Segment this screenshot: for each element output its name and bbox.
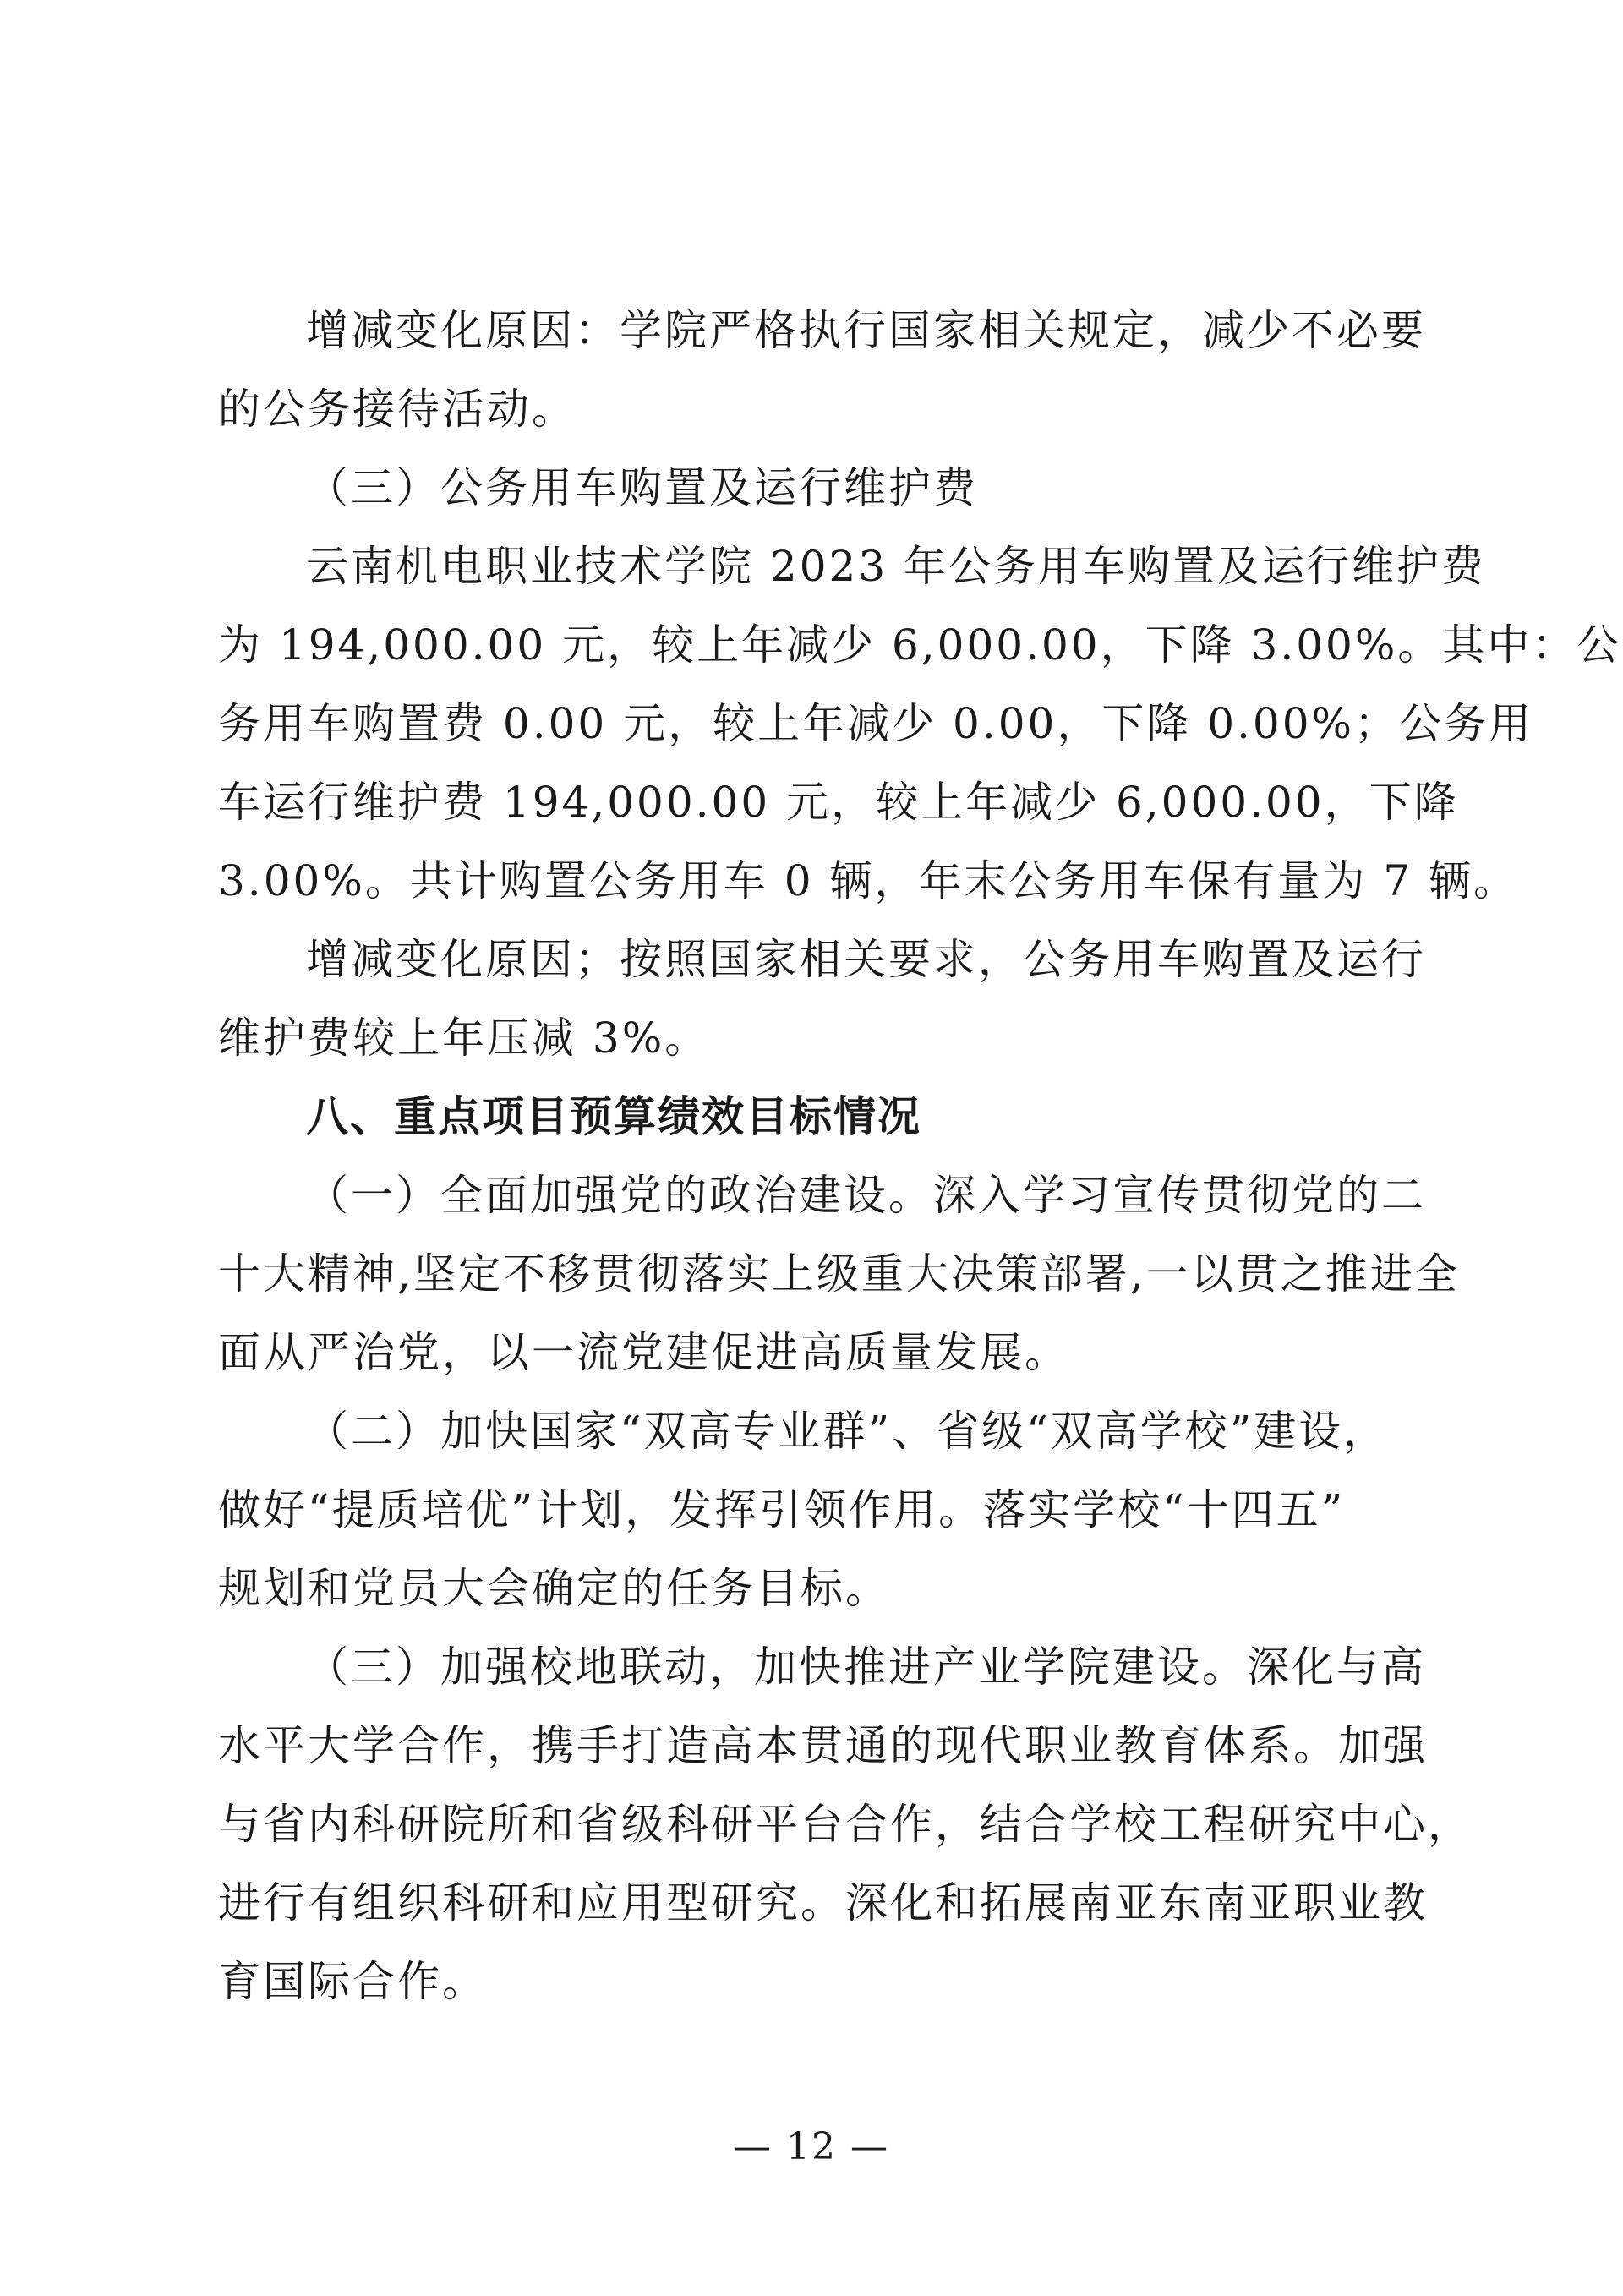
section-heading: 八、重点项目预算绩效目标情况 [306,1092,921,1141]
paragraph-line: （一）全面加强党的政治建设。深入学习宣传贯彻党的二 [306,1171,1426,1220]
page-body [218,292,1622,2021]
paragraph-line: 云南机电职业技术学院 2023 年公务用车购置及运行维护费 [306,542,1487,591]
paragraph-line: 增减变化原因；按照国家相关要求，公务用车购置及运行 [306,935,1426,984]
paragraph-line: （三）加强校地联动，加快推进产业学院建设。深化与高 [306,1643,1426,1692]
subsection-heading: （三）公务用车购置及运行维护费 [306,463,978,512]
paragraph-line: 规划和党员大会确定的任务目标。 [218,1564,890,1613]
paragraph-line: 做好“提质培优”计划，发挥引领作用。落实学校“十四五” [218,1485,1346,1534]
paragraph-line: 育国际合作。 [218,1957,487,2006]
paragraph-line: 维护费较上年压减 3%。 [218,1014,710,1063]
paragraph-line: （二）加快国家“双高专业群”、省级“双高学校”建设， [306,1407,1389,1456]
paragraph-line: 与省内科研院所和省级科研平台合作，结合学校工程研究中心， [218,1800,1473,1849]
paragraph-line: 务用车购置费 0.00 元，较上年减少 0.00，下降 0.00%；公务用 [218,699,1534,748]
page-number: — 12 — [734,2125,889,2168]
paragraph-line: 面从严治党，以一流党建促进高质量发展。 [218,1328,1069,1377]
paragraph-line: 的公务接待活动。 [218,385,577,434]
paragraph-line: 为 194,000.00 元，较上年减少 6,000.00，下降 3.00%。其中：公 [218,620,1622,670]
paragraph-line: 增减变化原因：学院严格执行国家相关规定，减少不必要 [306,306,1426,355]
paragraph-line: 水平大学合作，携手打造高本贯通的现代职业教育体系。加强 [218,1721,1428,1770]
paragraph-line: 车运行维护费 194,000.00 元，较上年减少 6,000.00，下降 [218,778,1459,827]
paragraph-line: 十大精神,坚定不移贯彻落实上级重大决策部署,一以贯之推进全 [218,1249,1460,1298]
paragraph-line: 3.00%。共计购置公务用车 0 辆，年末公务用车保有量为 7 辆。 [218,856,1519,905]
paragraph-line: 进行有组织科研和应用型研究。深化和拓展南亚东南亚职业教 [218,1878,1428,1927]
